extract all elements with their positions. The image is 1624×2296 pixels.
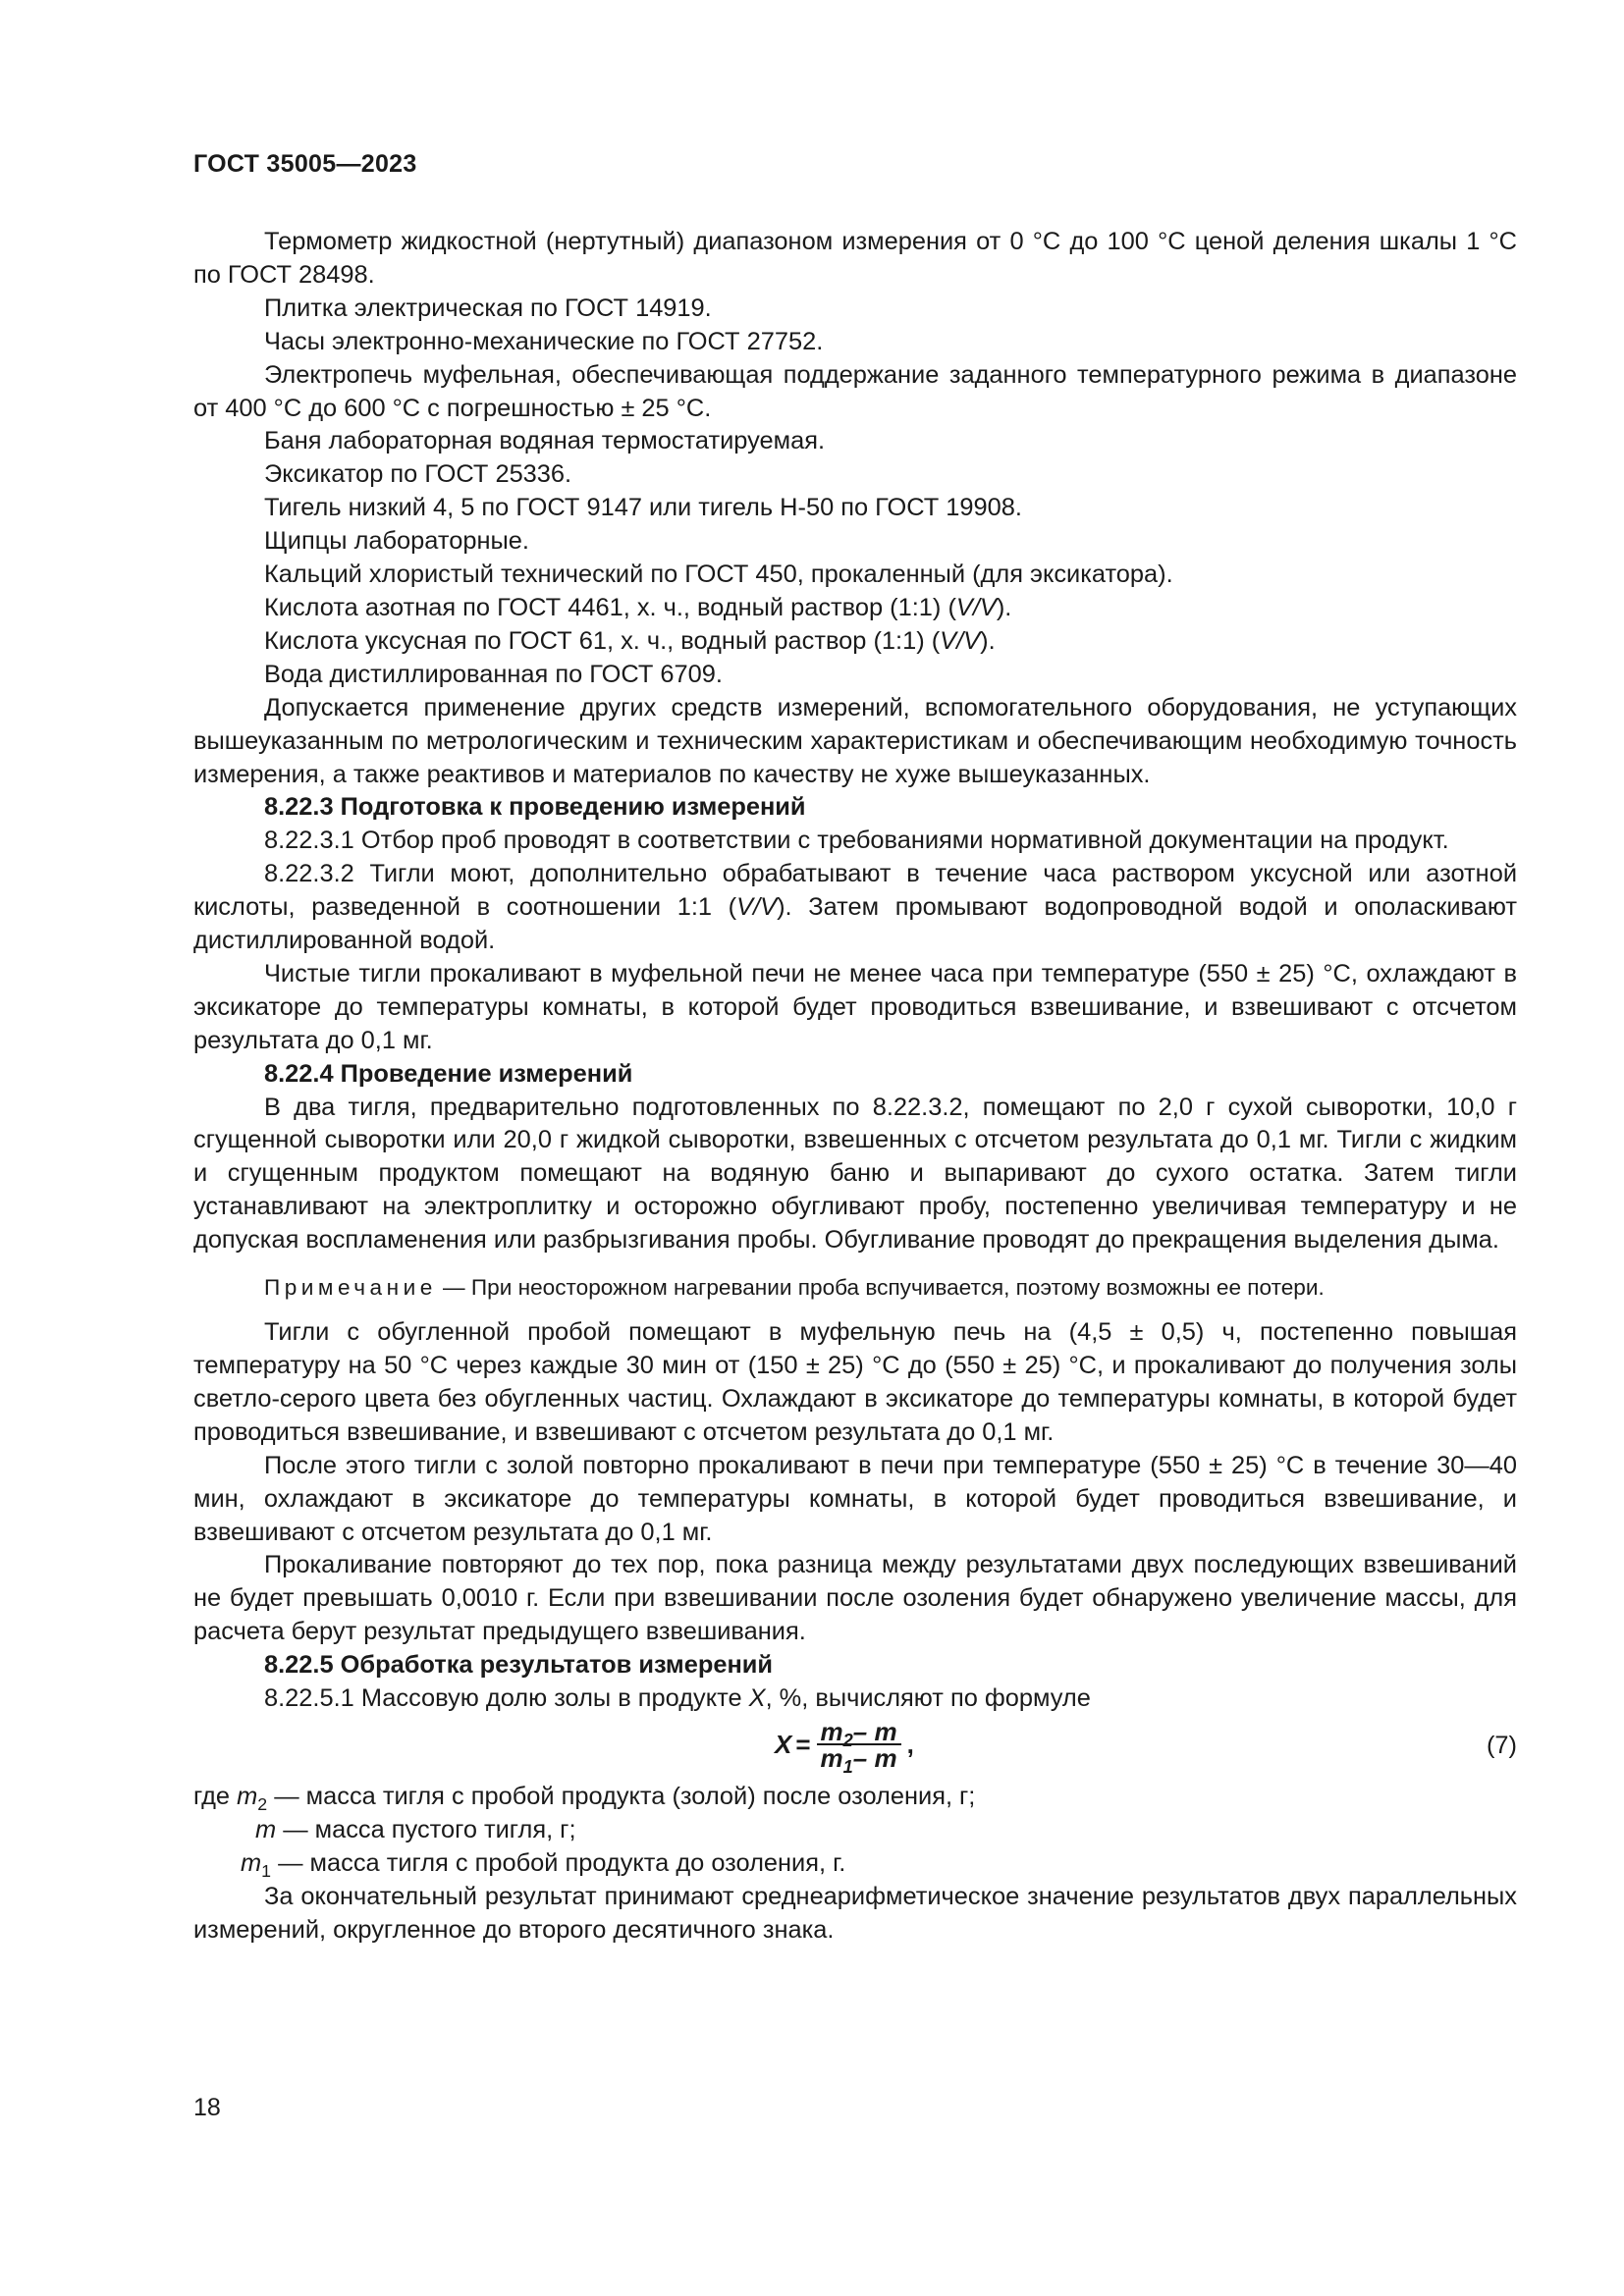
paragraph-repeat-calcination: После этого тигли с золой повторно прокаливают в печи при температуре (550 ± 25) °С в течение 30—40 мин, охлаждают в эксикаторе до температуры комнаты, в которой будет проводиться взвешивание, и взвешивают с отсчетом результата до 0,1 мг. [193, 1451, 1517, 1546]
document-body [193, 226, 1517, 1948]
paragraph-furnace: Электропечь муфельная, обеспечивающая поддержание заданного температурного режима в диапазоне от 400 °С до 600 °С с погрешностью ± 25 °С. [193, 360, 1517, 422]
formula-fraction [817, 1716, 901, 1778]
formula-expression [775, 1716, 914, 1778]
note [193, 1273, 1517, 1303]
paragraph-desiccator: Эксикатор по ГОСТ 25336. [264, 460, 572, 489]
paragraph-allowed-alternatives: Допускается применение других средств измерений, вспомогательного оборудования, не уступающих вышеуказанным по метрологическим и техническим характеристикам и обеспечивающим необходимую точность измерения, а также реактивов и материалов по качеству не хуже вышеуказанных. [193, 693, 1517, 788]
paragraph-constant-mass: Прокаливание повторяют до тех пор, пока разница между результатами двух последующих взвешиваний не будет превышать 0,0010 г. Если при взвешивании после озоления будет обнаружено увеличение массы, для расчета берут результат предыдущего взвешивания. [193, 1551, 1517, 1646]
paragraph-nitric-acid: Кислота азотная по ГОСТ 4461, х. ч., водный раствор (1:1) (V/V). [264, 593, 1012, 621]
paragraph-8-22-4: В два тигля, предварительно подготовленных по 8.22.3.2, помещают по 2,0 г сухой сыворотки, 10,0 г сгущенной сыворотки или 20,0 г жидкой сыворотки, взвешенных с отсчетом результата до 0,1 мг. Тигли с жидким и сгущенным продуктом помещают на водяную баню и выпаривают до сухого остатка. Затем тигли устанавливают на электроплитку и осторожно обугливают пробу, постепенно увеличивая температуру и не допуская воспламенения или разбрызгивания пробы. Обугливание проводят до прекращения выделения дыма. [193, 1093, 1517, 1255]
paragraph-acetic-acid: Кислота уксусная по ГОСТ 61, х. ч., водный раствор (1:1) (V/V). [264, 626, 996, 655]
formula-denominator: $m_1-$ m [820, 1742, 897, 1778]
paragraph-8-22-3-1: 8.22.3.1 Отбор проб проводят в соответствии с требованиями нормативной документации на продукт. [264, 827, 1449, 855]
paragraph-crucible: Тигель низкий 4, 5 по ГОСТ 9147 или тигель Н-50 по ГОСТ 19908. [264, 494, 1022, 522]
section-heading-8-22-3: 8.22.3 Подготовка к проведению измерений [264, 793, 806, 822]
variable-m1: $m_1$ — масса тигля с пробой продукта до озоления, г. [241, 1848, 846, 1881]
formula-comma: , [906, 1730, 914, 1760]
section-heading-8-22-4: 8.22.4 Проведение измерений [264, 1059, 633, 1088]
variable-definitions [193, 1781, 1517, 1881]
variable-m: m — масса пустого тигля, г; [255, 1815, 576, 1843]
formula-lhs: X [775, 1730, 792, 1760]
paragraph-clock: Часы электронно-механические по ГОСТ 27752. [264, 327, 824, 355]
paragraph-final-result: За окончательный результат принимают среднеарифметическое значение результатов двух параллельных измерений, округленное до второго десятичного знака. [193, 1882, 1517, 1944]
paragraph-clean-crucibles: Чистые тигли прокаливают в муфельной печи не менее часа при температуре (550 ± 25) °С, охлаждают в эксикаторе до температуры комнаты, в которой будет проводиться взвешивание, и взвешивают с отсчетом результата до 0,1 мг. [193, 959, 1517, 1054]
paragraph-8-22-5-1: 8.22.5.1 Массовую долю золы в продукте X, %, вычисляют по формуле [264, 1684, 1091, 1713]
paragraph-calcium-chloride: Кальций хлористый технический по ГОСТ 450, прокаленный (для эксикатора). [264, 561, 1173, 589]
paragraph-distilled-water: Вода дистиллированная по ГОСТ 6709. [264, 660, 723, 688]
paragraph-hotplate: Плитка электрическая по ГОСТ 14919. [264, 294, 712, 322]
page-number: 18 [193, 2094, 221, 2121]
note-label: Примечание [264, 1275, 437, 1301]
paragraph-8-22-3-2: 8.22.3.2 Тигли моют, дополнительно обрабатывают в течение часа раствором уксусной или азотной кислоты, разведенной в соотношении 1:1 (V/V). Затем промывают водопроводной водой и ополаскивают дистиллированной водой. [193, 860, 1517, 955]
formula-number: (7) [1486, 1731, 1517, 1759]
formula-numerator: $m_2-$ m [817, 1720, 901, 1745]
paragraph-thermometer: Термометр жидкостной (нертутный) диапазоном измерения от 0 °С до 100 °С ценой деления шкалы 1 °С по ГОСТ 28498. [193, 228, 1517, 289]
document-header: ГОСТ 35005—2023 [193, 150, 417, 178]
formula-equals: = [795, 1730, 811, 1760]
formula-7 [193, 1716, 1517, 1778]
paragraph-tongs: Щипцы лабораторные. [264, 527, 529, 556]
paragraph-charred-crucibles: Тигли с обугленной пробой помещают в муфельную печь на (4,5 ± 0,5) ч, постепенно повышая температуру на 50 °С через каждые 30 мин от (150 ± 25) °С до (550 ± 25) °С, и прокаливают до получения золы светло-серого цвета без обугленных частиц. Охлаждают в эксикаторе до температуры комнаты, в которой будет проводиться взвешивание, и взвешивают с отсчетом результата до 0,1 мг. [193, 1318, 1517, 1446]
variable-m2: где $m_2$ — масса тигля с пробой продукта (золой) после озоления, г; [193, 1782, 976, 1815]
note-text: — При неосторожном нагревании проба вспучивается, поэтому возможны ее потери. [436, 1275, 1325, 1301]
section-heading-8-22-5: 8.22.5 Обработка результатов измерений [264, 1651, 774, 1680]
paragraph-water-bath: Баня лабораторная водяная термостатируемая. [264, 427, 826, 455]
